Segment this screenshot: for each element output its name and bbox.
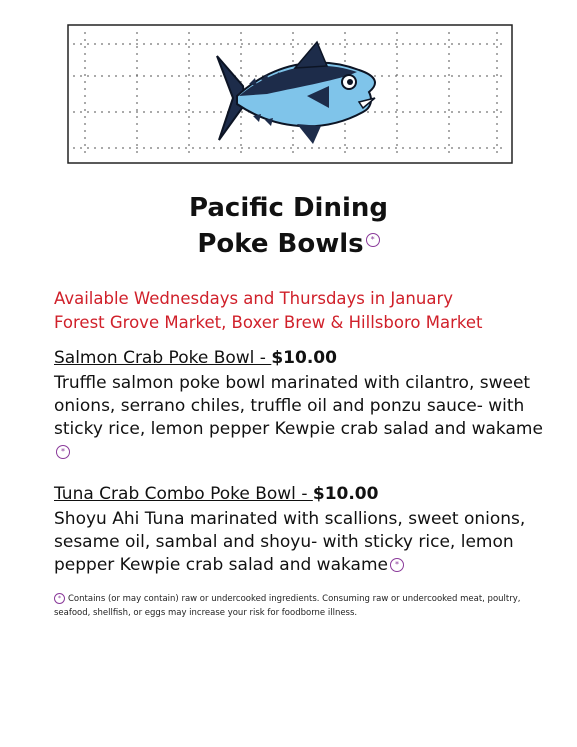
menu-item-price: $10.00 <box>271 348 337 368</box>
raw-warning-icon: * <box>54 593 65 604</box>
menu-subtitle: Poke Bowls * <box>0 229 577 259</box>
raw-warning-icon: * <box>390 558 404 572</box>
food-safety-footnote: * Contains (or may contain) raw or undercooked ingredients. Consuming raw or undercooked meat, poultry, seafood, shellfish, or eggs may increase your risk for foodborne illness. <box>54 594 521 618</box>
menu-item-name: Tuna Crab Combo Poke Bowl - <box>54 484 313 504</box>
menu-item-description: Shoyu Ahi Tuna marinated with scallions, sweet onions, sesame oil, sambal and shoyu- with sticky rice, lemon pepper Kewpie crab salad and wakame * <box>54 509 526 575</box>
raw-warning-icon: * <box>366 233 380 247</box>
availability-days: Available Wednesdays and Thursdays in January <box>54 289 453 308</box>
menu-item-description: Truffle salmon poke bowl marinated with cilantro, sweet onions, serrano chiles, truffle oil and ponzu sauce- with sticky rice, lemon pepper Kewpie crab salad and wakame * <box>54 372 554 464</box>
fish-banner <box>67 24 513 164</box>
menu-item-heading <box>54 348 337 368</box>
raw-warning-icon: * <box>56 445 70 459</box>
menu-title: Pacific Dining <box>189 193 388 223</box>
menu-item-name: Salmon Crab Poke Bowl - <box>54 348 272 368</box>
menu-item-heading <box>54 484 378 504</box>
menu-item-price: $10.00 <box>312 484 379 504</box>
availability-locations: Forest Grove Market, Boxer Brew & Hillsboro Market <box>54 313 483 332</box>
